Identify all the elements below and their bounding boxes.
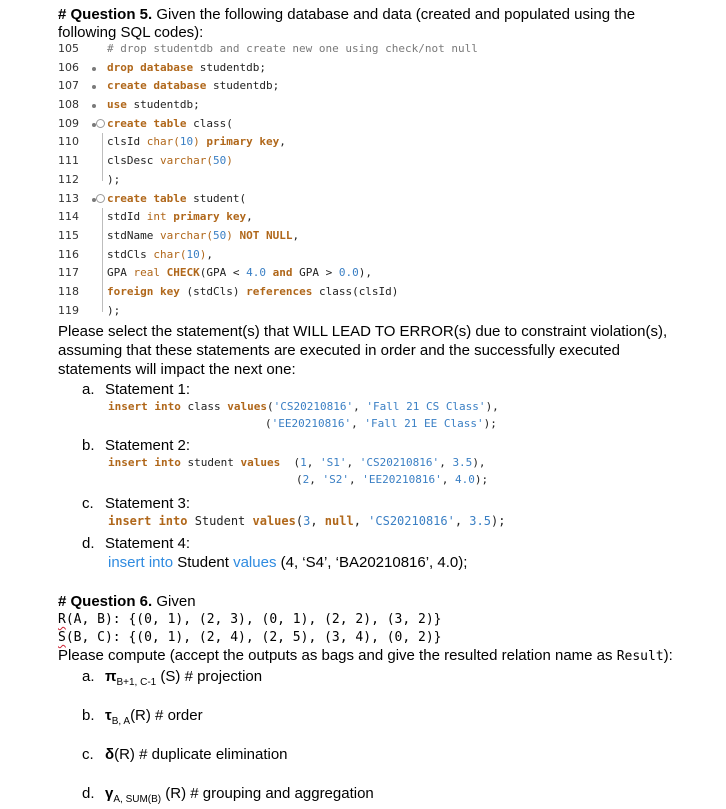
code-token: create table	[107, 116, 194, 130]
q6-heading-line	[58, 592, 196, 611]
s4-values: (4, ‘S4’, ‘BA20210816’, 4.0);	[276, 554, 468, 571]
code-token: Student	[194, 514, 253, 528]
sql-code-block	[58, 40, 578, 320]
q6-prompt	[58, 646, 673, 666]
code-token: values	[240, 456, 294, 469]
option-title: Statement 1:	[105, 381, 191, 398]
fold-guide-line	[102, 171, 103, 181]
code-token: insert into	[108, 456, 188, 469]
order-symbol: τ	[105, 707, 112, 724]
code-token: ,	[351, 417, 365, 430]
code-token: 10	[186, 247, 200, 261]
code-token: ,	[292, 228, 300, 242]
code-token: class(	[193, 116, 233, 130]
q5-prompt-line2: assuming that these statements are executed in order and the successfully executed	[58, 342, 620, 359]
code-text	[107, 264, 372, 283]
code-token: 50	[212, 228, 227, 242]
code-token: )	[226, 228, 240, 242]
code-token: references	[246, 284, 319, 298]
code-token: );	[483, 417, 497, 430]
code-token: studentdb;	[199, 60, 266, 74]
dup-elim-symbol: δ	[105, 746, 115, 763]
statement4-line	[108, 553, 467, 572]
code-line	[58, 227, 578, 246]
code-token: varchar(	[159, 154, 213, 168]
line-number: 106	[58, 60, 79, 74]
line-number: 107	[58, 79, 79, 93]
q6-item-a	[82, 667, 262, 692]
code-token: 'Fall 21 CS Class'	[366, 400, 486, 413]
projection-symbol: π	[105, 668, 117, 685]
code-text	[107, 59, 266, 78]
item-text: (R) # duplicate elimination	[114, 746, 288, 763]
code-token: ,	[306, 456, 320, 469]
code-token: and	[265, 266, 300, 280]
projection-subscript: B+1, C-1	[116, 677, 157, 688]
code-token: ),	[485, 400, 499, 413]
grouping-symbol: γ	[105, 785, 114, 802]
code-token: student(	[193, 191, 247, 205]
fold-toggle-icon[interactable]	[96, 119, 105, 128]
line-number: 114	[58, 210, 79, 224]
statement-marker-icon	[92, 67, 96, 71]
code-token: (	[293, 456, 301, 469]
fold-guide-line	[102, 283, 103, 302]
code-text	[107, 208, 253, 227]
fold-guide-line	[102, 246, 103, 265]
q5-heading: # Question 5.	[58, 6, 153, 23]
code-token: ,	[353, 514, 369, 528]
code-token: primary key	[173, 210, 247, 224]
code-text	[107, 77, 279, 96]
code-token: ,	[310, 514, 325, 528]
code-token: drop database	[107, 60, 200, 74]
code-token: ,	[246, 210, 253, 224]
code-token: insert into	[108, 400, 188, 413]
code-token: )	[226, 154, 233, 168]
code-token: ,	[349, 473, 363, 486]
line-number: 110	[58, 135, 79, 149]
code-token: 'Fall 21 EE Class'	[364, 417, 484, 430]
code-token: foreign key	[107, 284, 187, 298]
code-token: );	[107, 172, 121, 186]
code-line	[58, 133, 578, 152]
code-token: insert into	[108, 514, 195, 528]
relation-s	[58, 628, 442, 647]
code-token: clsDesc	[107, 154, 160, 168]
line-number: 117	[58, 266, 79, 280]
code-token: ,	[309, 473, 323, 486]
q6-result-name: Result	[616, 649, 664, 664]
order-subscript: B, A	[111, 716, 131, 727]
code-line	[58, 283, 578, 302]
code-line	[58, 96, 578, 115]
q5-option-a	[82, 380, 190, 399]
code-token: ,	[454, 514, 470, 528]
line-number: 118	[58, 284, 79, 298]
q6-item-b	[82, 706, 203, 731]
statement1-line1	[108, 399, 499, 415]
code-token: )	[199, 247, 207, 261]
code-token: stdCls	[107, 247, 154, 261]
fold-guide-line	[102, 133, 103, 152]
fold-guide-line	[102, 227, 103, 246]
code-token: 50	[212, 154, 227, 168]
code-text	[107, 40, 478, 59]
code-token: )	[193, 135, 207, 149]
code-token: # drop studentdb and create new one using check/not null	[107, 42, 478, 55]
code-text	[107, 115, 233, 134]
s4-insert-keyword: insert into	[108, 554, 174, 571]
line-number: 116	[58, 247, 79, 261]
statement3-line	[108, 513, 505, 529]
relation-r-tuples: (A, B): {(0, 1), (2, 3), (0, 1), (2, 2), (3, 2)}	[65, 612, 442, 627]
code-token: ,	[439, 456, 453, 469]
line-number: 113	[58, 191, 79, 205]
code-line	[58, 208, 578, 227]
code-text	[107, 171, 120, 190]
q5-option-d	[82, 534, 190, 553]
line-number: 109	[58, 116, 79, 130]
code-line	[58, 152, 578, 171]
fold-guide-line	[102, 264, 103, 283]
statement1-line2	[265, 416, 497, 432]
code-token: student	[187, 456, 241, 469]
code-token: real	[133, 266, 167, 280]
statement2-line2	[296, 472, 488, 488]
code-line	[58, 40, 578, 59]
code-token: 0.0	[338, 266, 359, 280]
code-token: 2	[302, 473, 310, 486]
statement-marker-icon	[92, 104, 96, 108]
code-line	[58, 115, 578, 134]
code-text	[107, 190, 246, 209]
code-line	[58, 246, 578, 265]
option-label: b.	[82, 437, 95, 454]
code-token: 3.5	[452, 456, 473, 469]
code-token: );	[474, 473, 489, 486]
relation-r	[58, 610, 442, 629]
code-token: );	[107, 303, 121, 317]
code-token: class	[187, 400, 228, 413]
q5-prompt-line3: statements will impact the next one:	[58, 361, 296, 378]
line-number: 115	[58, 228, 79, 242]
code-text	[107, 96, 200, 115]
code-token: 'S1'	[319, 456, 347, 469]
code-token: varchar(	[159, 228, 213, 242]
option-label: c.	[82, 495, 94, 512]
statement2-line1	[108, 455, 486, 471]
code-token: (	[265, 417, 272, 430]
code-line	[58, 264, 578, 283]
item-label: b.	[82, 707, 95, 724]
code-token: 'EE20210816'	[362, 473, 442, 486]
code-token: CHECK	[166, 266, 200, 280]
fold-guide-line	[102, 208, 103, 227]
s4-values-keyword: values	[233, 554, 277, 571]
code-line	[58, 77, 578, 96]
code-token: stdName	[107, 228, 160, 242]
option-title: Statement 3:	[105, 495, 191, 512]
q5-intro-text: Given the following database and data (created and populated using the	[152, 6, 636, 23]
q6-given: Given	[152, 593, 196, 610]
q6-prompt-end: ):	[663, 647, 673, 664]
code-token: (	[296, 473, 303, 486]
q6-heading: # Question 6.	[58, 593, 153, 610]
code-token: 4.0	[246, 266, 266, 280]
code-text	[107, 227, 299, 246]
code-token: 'S2'	[322, 473, 349, 486]
option-title: Statement 4:	[105, 535, 191, 552]
code-token: );	[490, 514, 506, 528]
code-token: 10	[179, 135, 194, 149]
code-token: values	[227, 400, 267, 413]
code-token: 4.0	[454, 473, 475, 486]
q6-item-c	[82, 745, 288, 764]
code-token: ,	[279, 135, 286, 149]
code-token: ,	[441, 473, 455, 486]
q6-item-d	[82, 784, 374, 809]
code-text	[107, 152, 233, 171]
code-token: ,	[206, 247, 213, 261]
code-token: studentdb;	[133, 98, 200, 112]
q5-intro-line2: following SQL codes):	[58, 24, 204, 41]
item-text: (R) # order	[130, 707, 203, 724]
code-text	[107, 246, 213, 265]
code-token: use	[107, 98, 134, 112]
code-token: null	[324, 514, 354, 528]
line-number: 108	[58, 98, 79, 112]
q5-prompt-line1: Please select the statement(s) that WILL LEAD TO ERROR(s) due to constraint violation(s),	[58, 323, 668, 340]
code-token: class(clsId)	[318, 284, 399, 298]
code-token: create table	[107, 191, 194, 205]
code-token: ),	[358, 266, 372, 280]
code-token: 3	[303, 514, 311, 528]
fold-toggle-icon[interactable]	[96, 194, 105, 203]
code-text	[107, 283, 398, 302]
code-token: 1	[300, 456, 307, 469]
code-token: ),	[472, 456, 486, 469]
option-label: d.	[82, 535, 95, 552]
code-token: clsId	[107, 135, 147, 149]
fold-guide-line	[102, 152, 103, 171]
code-token: (stdCls)	[186, 284, 247, 298]
item-label: d.	[82, 785, 95, 802]
code-text	[107, 133, 286, 152]
item-text: (S) # projection	[156, 668, 263, 685]
code-token: char(	[146, 135, 180, 149]
fold-guide-line	[102, 302, 103, 312]
code-token: char(	[153, 247, 187, 261]
item-label: c.	[82, 746, 94, 763]
code-token: NOT NULL	[239, 228, 293, 242]
code-line	[58, 171, 578, 190]
code-token: 'EE20210816'	[271, 417, 352, 430]
grouping-subscript: A, SUM(B)	[113, 794, 162, 805]
relation-r-name: R	[58, 612, 66, 627]
code-token: create database	[107, 79, 213, 93]
code-token: (	[266, 400, 274, 413]
item-label: a.	[82, 668, 95, 685]
code-token: stdId	[107, 210, 147, 224]
code-token: (	[295, 514, 304, 528]
code-token: int	[146, 210, 174, 224]
option-title: Statement 2:	[105, 437, 191, 454]
option-label: a.	[82, 381, 95, 398]
code-line	[58, 59, 578, 78]
relation-s-tuples: (B, C): {(0, 1), (2, 4), (2, 5), (3, 4), (0, 2)}	[65, 630, 442, 645]
line-number: 112	[58, 172, 79, 186]
code-token: GPA	[107, 266, 134, 280]
statement-marker-icon	[92, 85, 96, 89]
code-token: GPA >	[299, 266, 339, 280]
s4-table: Student	[173, 554, 234, 571]
code-token: 3.5	[469, 514, 491, 528]
line-number: 111	[58, 154, 79, 168]
q5-intro-line1	[58, 5, 635, 24]
code-token: 'CS20210816'	[359, 456, 440, 469]
code-token: 'CS20210816'	[273, 400, 354, 413]
line-number: 119	[58, 303, 79, 317]
code-token: ,	[346, 456, 360, 469]
code-token: values	[252, 514, 296, 528]
code-line	[58, 302, 578, 321]
line-number: 105	[58, 42, 79, 55]
code-token: primary key	[206, 135, 280, 149]
relation-s-name: S	[58, 630, 66, 645]
code-token: ,	[353, 400, 367, 413]
code-token: studentdb;	[212, 79, 280, 93]
code-text	[107, 302, 120, 321]
code-token: (GPA <	[199, 266, 247, 280]
q6-prompt-text: Please compute (accept the outputs as bags and give the resulted relation name as	[58, 647, 617, 664]
q5-option-b	[82, 436, 190, 455]
code-line	[58, 190, 578, 209]
q5-option-c	[82, 494, 190, 513]
code-token: 'CS20210816'	[368, 514, 455, 528]
item-text: (R) # grouping and aggregation	[161, 785, 374, 802]
